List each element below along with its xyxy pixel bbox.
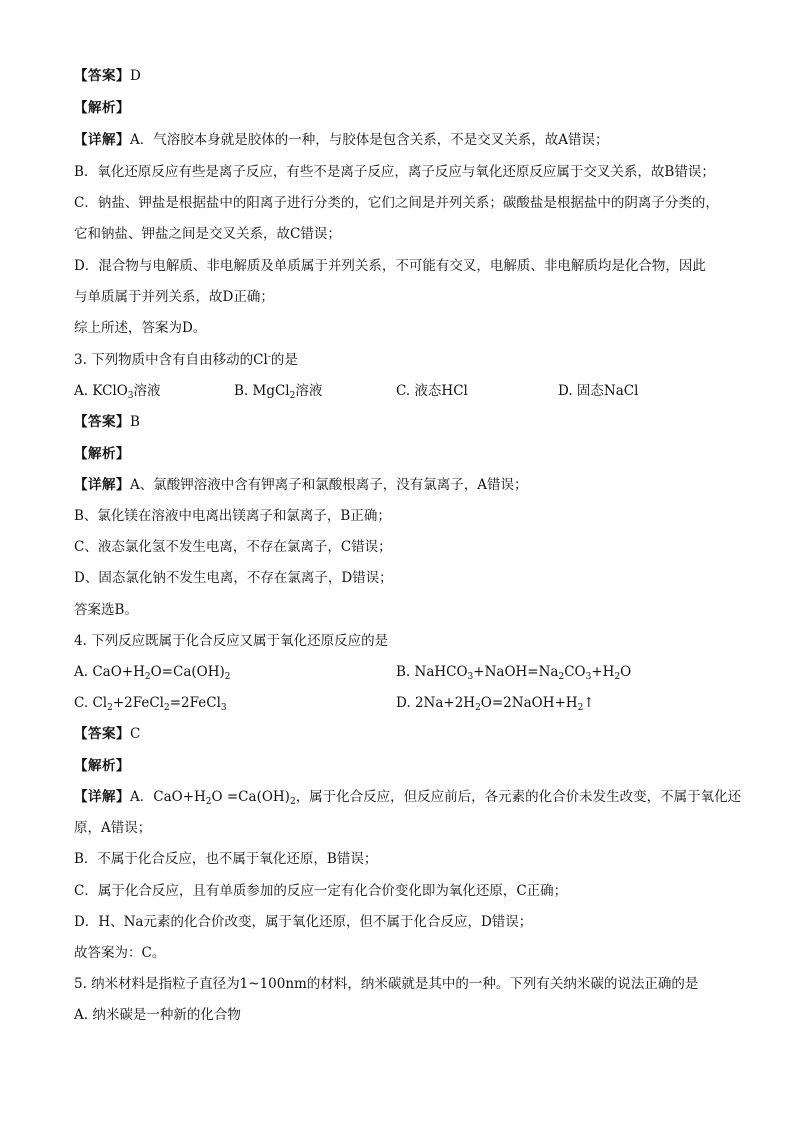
option-b: B. MgCl$_2$溶液 <box>234 383 323 401</box>
option-d: D. $2Na+2H_2O=2NaOH+H_2↑$ <box>396 695 595 713</box>
option-d: D. 固态NaCl <box>558 383 639 399</box>
analysis-line: D、固态氯化钠不发生电离，不存在氯离子，D错误； <box>74 570 393 586</box>
analysis-line: C、液态氯化氢不发生电离，不存在氯离子，C错误； <box>74 539 392 555</box>
options-row <box>74 662 734 682</box>
answer-label: 【答案】 <box>74 68 130 84</box>
options-row <box>74 693 734 713</box>
question-stem-4: 4. 下列反应既属于化合反应又属于氧化还原反应的是 <box>74 633 389 649</box>
analysis-line: C．钠盐、钾盐是根据盐中的阳离子进行分类的，它们之间是并列关系；碳酸盐是根据盐中的阴离子分类的， <box>74 195 719 211</box>
detail-line <box>74 130 609 150</box>
analysis-line: 原，A错误； <box>74 820 152 836</box>
analysis-label: 【解析】 <box>74 100 130 116</box>
question-stem-3: 3. 下列物质中含有自由移动的Cl-的是 <box>74 352 298 368</box>
answer-line: 【答案】B <box>74 414 140 430</box>
analysis-line: B．氧化还原反应有些是离子反应，有些不是离子反应，离子反应与氧化还原反应属于交叉关系，故B错误； <box>74 164 715 180</box>
option-a: A. $CaO+H_2O=Ca(OH)_2$ <box>74 664 231 682</box>
analysis-line: C．属于化合反应，且有单质参加的反应一定有化合价变化即为氧化还原，C正确； <box>74 883 568 899</box>
answer-value: B <box>130 414 140 430</box>
detail-line: 【详解】A、氯酸钾溶液中含有钾离子和氯酸根离子，没有氯离子，A错误； <box>74 477 528 493</box>
answer-value: D <box>130 68 141 84</box>
question-stem-5: 5. 纳米材料是指粒子直径为1~100nm的材料，纳米碳就是其中的一种。下列有关纳米碳的说法正确的是 <box>74 976 699 992</box>
option-a: A. KClO$_3$溶液 <box>74 383 161 401</box>
options-row <box>74 381 734 401</box>
analysis-line: B．不属于化合反应，也不属于氧化还原，B错误； <box>74 851 378 867</box>
analysis-line: 与单质属于并列关系，故D正确； <box>74 289 274 305</box>
analysis-line: D．H、Na元素的化合价改变，属于氧化还原，但不属于化合反应，D错误； <box>74 914 533 930</box>
answer-line <box>74 66 141 86</box>
answer-line: 【答案】C <box>74 726 141 742</box>
option-c: C. $Cl_2+2FeCl_2=2FeCl_3$ <box>74 695 227 713</box>
detail-label: 【详解】 <box>74 132 130 148</box>
summary-line: 答案选B。 <box>74 602 138 618</box>
option-b: B. $NaHCO_3+NaOH=Na_2CO_3+H_2O$ <box>396 664 632 682</box>
summary-line: 综上所述，答案为D。 <box>74 320 207 336</box>
analysis-label: 【解析】 <box>74 446 130 462</box>
detail-line: 【详解】A．$CaO+H_2O =Ca(OH)_2$，属于化合反应，但反应前后，各元素的化合价未发生改变，不属于氧化还 <box>74 789 742 807</box>
analysis-line: 它和钠盐、钾盐之间是交叉关系，故C错误； <box>74 226 341 242</box>
option-c: C. 液态HCl <box>396 383 468 399</box>
answer-value: C <box>130 726 141 742</box>
analysis-label: 【解析】 <box>74 758 130 774</box>
summary-line: 故答案为：C。 <box>74 945 166 961</box>
detail-text: A．气溶胶本身就是胶体的一种，与胶体是包含关系，不是交叉关系，故A错误； <box>130 132 609 148</box>
option-a: A. 纳米碳是一种新的化合物 <box>74 1007 241 1023</box>
analysis-line: B、氯化镁在溶液中电离出镁离子和氯离子，B正确； <box>74 508 391 524</box>
analysis-line: D．混合物与电解质、非电解质及单质属于并列关系，不可能有交叉，电解质、非电解质均是化合物，因此 <box>74 258 706 274</box>
